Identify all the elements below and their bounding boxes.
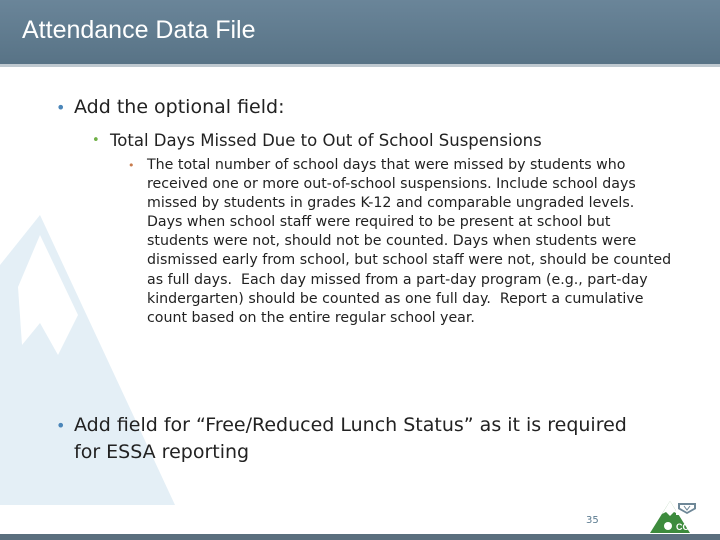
bullet-text: The total number of school days that were missed by students who received one or more out-of-school suspensions. Include school days missed by students in grades K-12 and comparable ungraded levels. Days when school staff were required to be present at school but students were not, should not be counted. Days when students were dismissed early from school, but school staff were not, should be counted as full days. Each day missed from a part-day program (e.g., part-day kindergarten) should be counted as one full day. Report a cumulative count based on the entire regular school year.: [147, 157, 676, 326]
logo-text: CO: [676, 522, 690, 532]
bullet-dot: •: [56, 416, 66, 435]
bullet-text: Total Days Missed Due to Out of School Suspensions: [110, 131, 542, 150]
colorado-logo-icon: [646, 499, 698, 535]
slide-title: Attendance Data File: [22, 16, 256, 44]
bullet-text: Add field for “Free/Reduced Lunch Status” as it is required for ESSA reporting: [74, 414, 633, 463]
bullet-definition: [128, 156, 676, 328]
bullet-total-days-missed: [92, 130, 682, 152]
bullet-text: Add the optional field:: [74, 96, 285, 118]
bullet-free-reduced-lunch: [56, 412, 656, 466]
page-number: 35: [586, 515, 599, 526]
bullet-add-optional-field: [56, 94, 676, 121]
bullet-dot: •: [92, 133, 100, 148]
bullet-dot: •: [128, 159, 135, 172]
footer-bar: [0, 534, 720, 540]
bullet-dot: •: [56, 98, 66, 117]
